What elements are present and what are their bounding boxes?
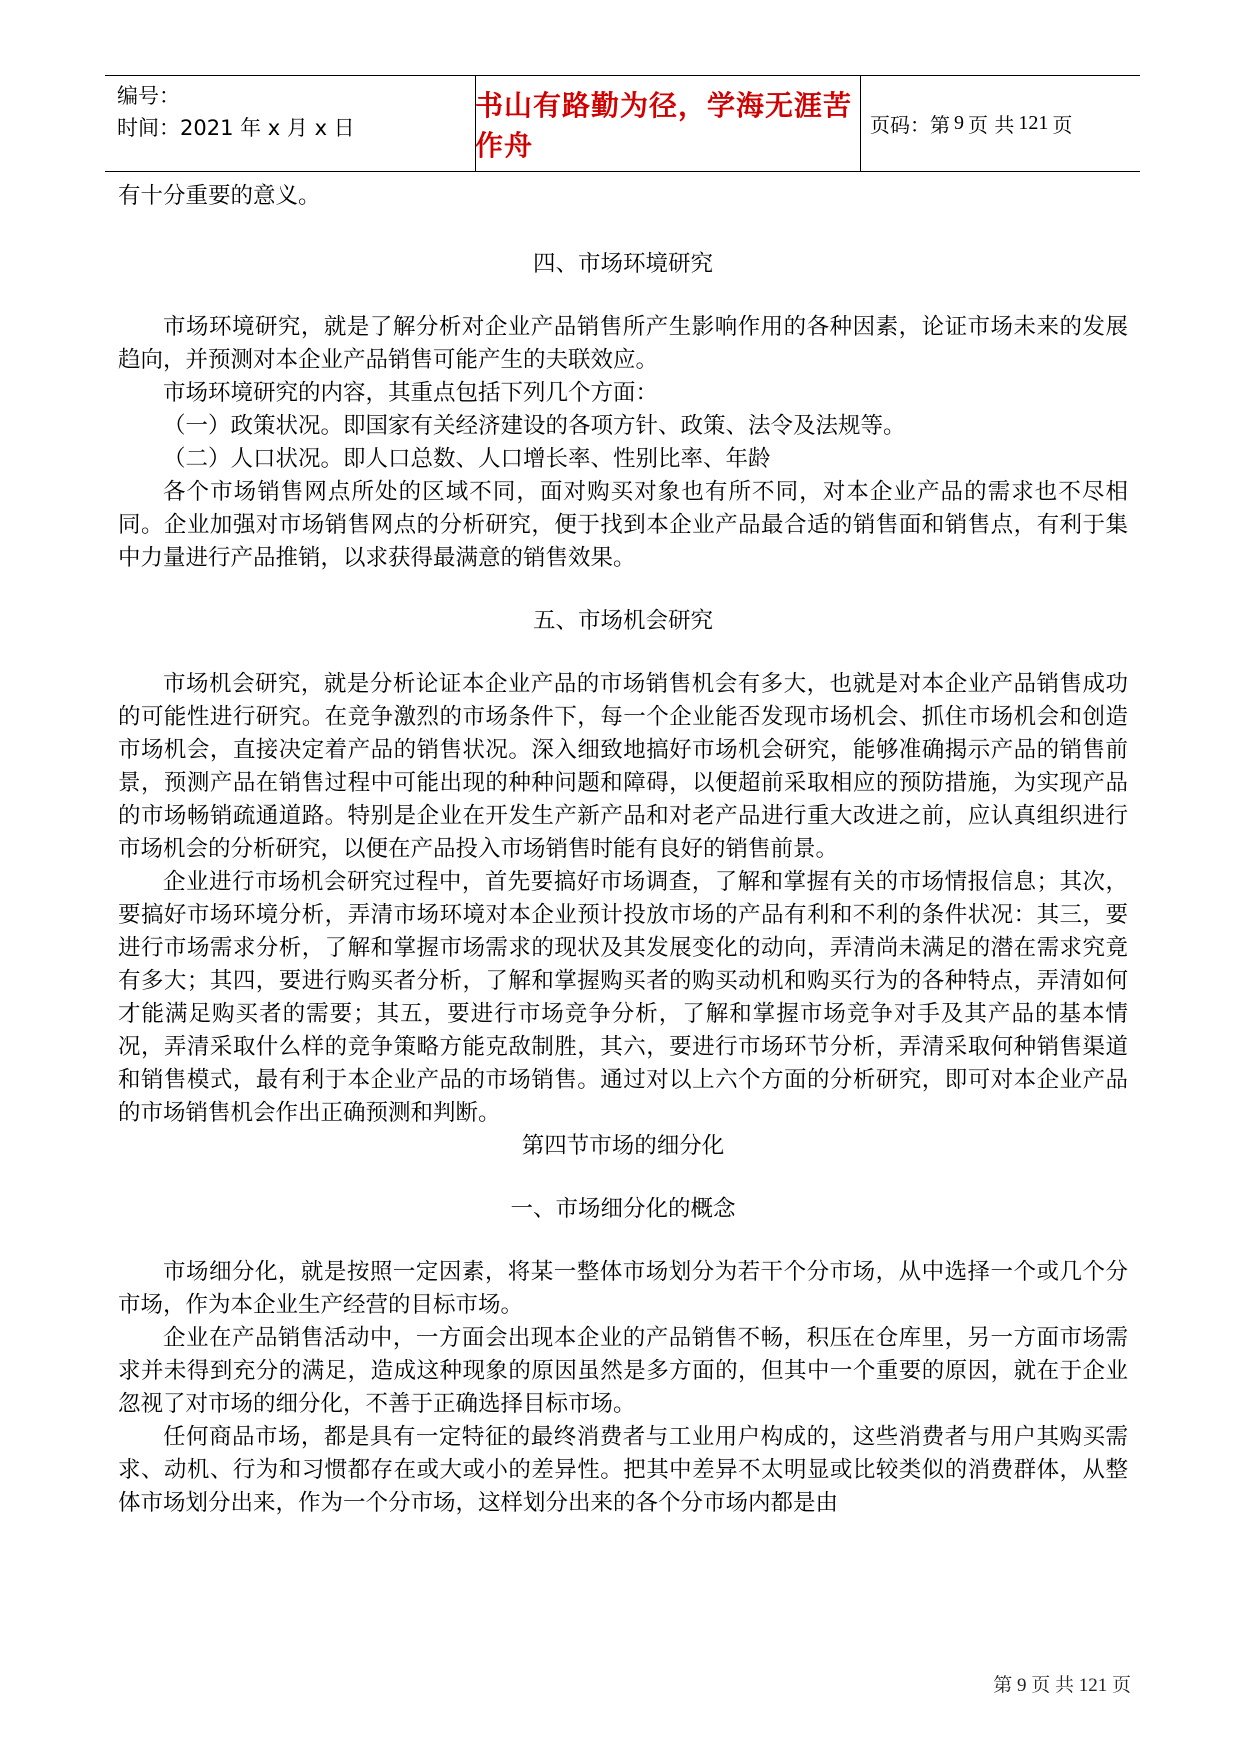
- heading-market-environment: 四、市场环境研究: [532, 251, 713, 277]
- header-divider-right: [860, 76, 861, 171]
- page-prefix: 页码：第: [870, 113, 950, 137]
- heading-segmentation-concept: 一、市场细分化的概念: [510, 1196, 736, 1222]
- document-body: [118, 180, 1128, 1520]
- page-footer: 第 9 页 共 121 页: [993, 1675, 1131, 1696]
- header-motto: 书山有路勤为径，学海无涯苦作舟: [475, 88, 853, 162]
- heading-market-opportunity: 五、市场机会研究: [532, 608, 713, 634]
- time-label: 时间：2021 年 x 月 x 日: [117, 116, 355, 140]
- page-mid: 页 共: [968, 113, 1015, 137]
- page-suffix: 页: [1052, 113, 1073, 137]
- paragraph: 市场环境研究，就是了解分析对企业产品销售所产生影响作用的各种因素，论证市场未来的发展趋向，并预测对本企业产品销售可能产生的夫联效应。: [118, 314, 1128, 373]
- page-total: 121: [1018, 112, 1049, 134]
- header-page-indicator: [870, 76, 1072, 171]
- paragraph: （一）政策状况。即国家有关经济建设的各项方针、政策、法令及法规等。: [163, 413, 906, 439]
- paragraph: 市场环境研究的内容，其重点包括下列几个方面：: [163, 380, 659, 406]
- header-meta: [117, 80, 477, 144]
- paragraph: 市场细分化，就是按照一定因素，将某一整体市场划分为若干个分市场，从中选择一个或几个分市场，作为本企业生产经营的目标市场。: [118, 1259, 1128, 1318]
- serial-label: 编号：: [117, 84, 180, 108]
- paragraph: 各个市场销售网点所处的区域不同，面对购买对象也有所不同，对本企业产品的需求也不尽相同。企业加强对市场销售网点的分析研究，便于找到本企业产品最合适的销售面和销售点，有利于集中力量进行产品推销，以求获得最满意的销售效果。: [118, 479, 1128, 571]
- paragraph: 企业进行市场机会研究过程中，首先要搞好市场调查，了解和掌握有关的市场情报信息；其次，要搞好市场环境分析，弄清市场环境对本企业预计投放市场的产品有利和不利的条件状况：其三，要进行市场需求分析，了解和掌握市场需求的现状及其发展变化的动向，弄清尚未满足的潜在需求究竟有多大；其四，要进行购买者分析，了解和掌握购买者的购买动机和购买行为的各种特点，弄清如何才能满足购买者的需要；其五，要进行市场竞争分析，了解和掌握市场竞争对手及其产品的基本情况，弄清采取什么样的竞争策略方能克敌制胜，其六，要进行市场环节分析，弄清采取何种销售渠道和销售模式，最有利于本企业产品的市场销售。通过对以上六个方面的分析研究，即可对本企业产品的市场销售机会作出正确预测和判断。: [118, 869, 1128, 1126]
- paragraph: （二）人口状况。即人口总数、人口增长率、性别比率、年龄: [163, 446, 771, 472]
- paragraph: 市场机会研究，就是分析论证本企业产品的市场销售机会有多大，也就是对本企业产品销售成功的可能性进行研究。在竞争激烈的市场条件下，每一个企业能否发现市场机会、抓住市场机会和创造市场机会，直接决定着产品的销售状况。深入细致地搞好市场机会研究，能够准确揭示产品的销售前景，预测产品在销售过程中可能出现的种种问题和障碍，以便超前采取相应的预防措施，为实现产品的市场畅销疏通道路。特别是企业在开发生产新产品和对老产品进行重大改进之前，应认真组织进行市场机会的分析研究，以便在产品投入市场销售时能有良好的销售前景。: [118, 671, 1128, 862]
- paragraph: 任何商品市场，都是具有一定特征的最终消费者与工业用户构成的，这些消费者与用户其购买需求、动机、行为和习惯都存在或大或小的差异性。把其中差异不太明显或比较类似的消费群体，从整体市场划分出来，作为一个分市场，这样划分出来的各个分市场内都是由: [118, 1424, 1128, 1516]
- page-header: [105, 75, 1140, 172]
- heading-section-4: 第四节市场的细分化: [521, 1133, 725, 1159]
- paragraph-continuation: 有十分重要的意义。: [118, 183, 321, 209]
- page-number: 9: [954, 112, 964, 134]
- paragraph: 企业在产品销售活动中，一方面会出现本企业的产品销售不畅，积压在仓库里，另一方面市场需求并未得到充分的满足，造成这种现象的原因虽然是多方面的，但其中一个重要的原因，就在于企业忽视了对市场的细分化，不善于正确选择目标市场。: [118, 1325, 1128, 1417]
